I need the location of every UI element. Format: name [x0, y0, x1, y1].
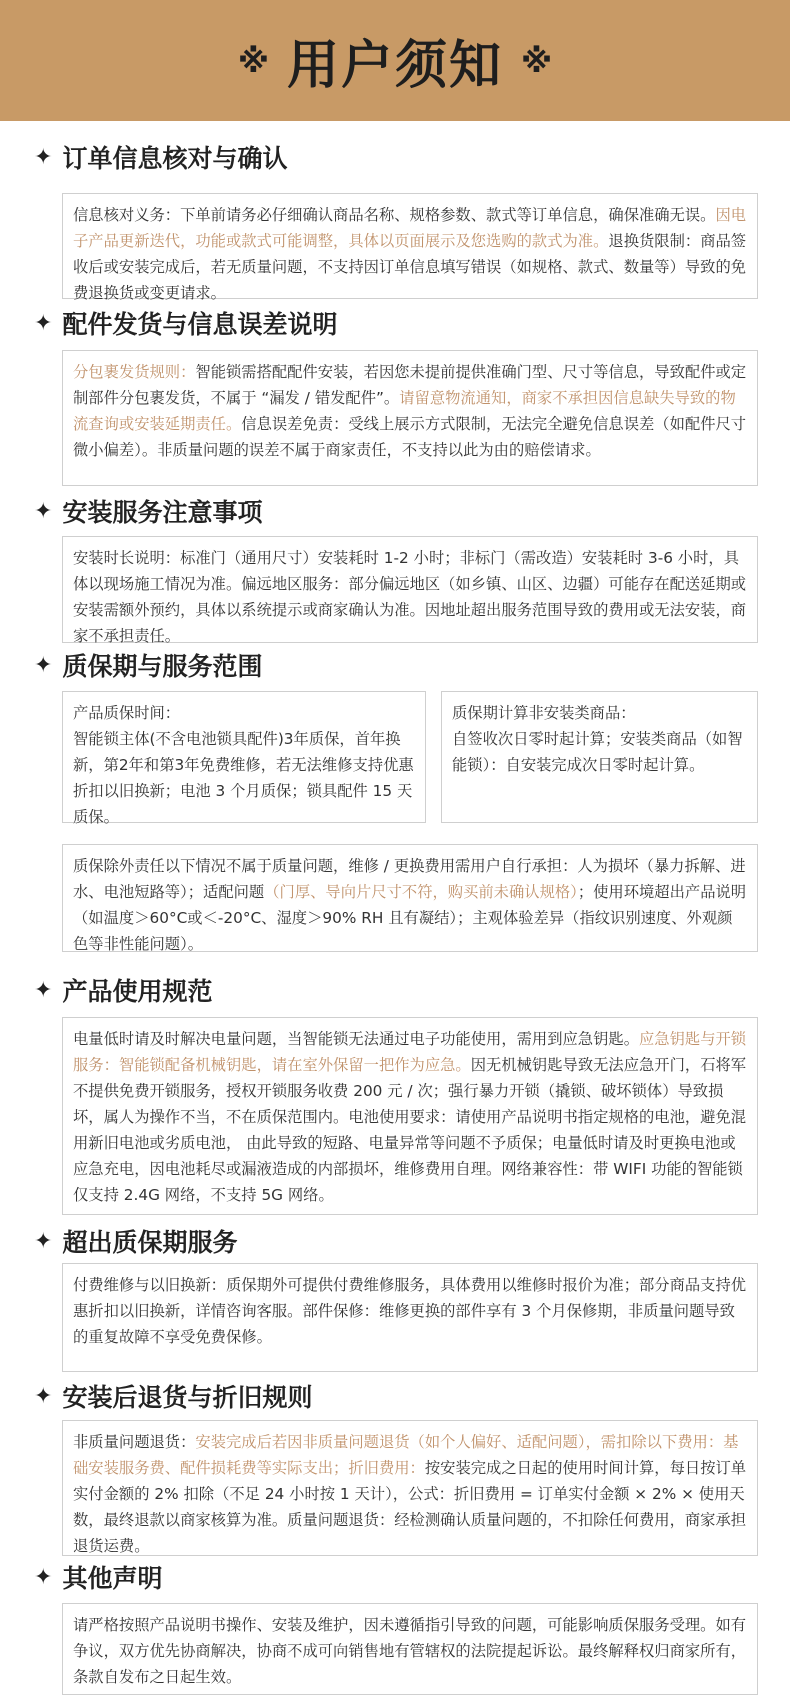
body-text: 产品质保时间： — [73, 704, 181, 722]
body-text: 按安装完成之日起的使用时间计算，每日按订单实付金额的 2% 扣除（不足 24 小时按 1 天计），公式：折旧费用 = 订单实付金额 × 2% × 使用天数，最终退款以商家核算为准。质量问题退货：经检测确认质量问题的，不扣除任何费用，商家承担退货运费。 — [73, 1459, 747, 1555]
highlight-text: 应急钥匙与开锁服务：智能锁配备机械钥匙，请在室外保留一把作为应急。 — [73, 1030, 747, 1074]
star-icon: ✦ — [34, 1228, 53, 1254]
section-body-shipping — [62, 350, 758, 486]
section-heading-shipping — [34, 305, 337, 341]
section-heading-warranty — [34, 647, 262, 683]
page-header — [0, 0, 790, 121]
star-icon: ✦ — [34, 310, 53, 336]
star-icon: ✦ — [34, 1564, 53, 1590]
star-icon: ✦ — [34, 1383, 53, 1409]
section-body-usage — [62, 1017, 758, 1215]
body-text: 智能锁需搭配配件安装，若因您未提前提供准确门型、尺寸等信息，导致配件或定制部件分包裹发货，不属于 “漏发 / 错发配件”。 — [73, 363, 747, 407]
warranty-period-box — [62, 691, 426, 826]
body-text: 质保除外责任以下情况不属于质量问题，维修 / 更换费用需用户自行承担：人为损坏（暴力拆解、进水、电池短路等）；适配问题 — [73, 857, 746, 901]
body-text: 智能锁主体(不含电池锁具配件)3年质保，首年换新，第2年和第3年免费维修，若无法维修支持优惠折扣以旧换新；电池 3 个月质保；锁具配件 15 天质保。 — [73, 730, 414, 826]
section-title: 配件发货与信息误差说明 — [62, 310, 338, 339]
reference-mark-right: ※ — [521, 41, 553, 80]
body-text: 安装时长说明：标准门（通用尺寸）安装耗时 1-2 小时；非标门（需改造）安装耗时 3-6 小时，具体以现场施工情况为准。偏远地区服务：部分偏远地区（如乡镇、山区、边疆）可能存在配送延期或安装需额外预约，具体以系统提示或商家确认为准。因地址超出服务范围导致的费用或无法安装，商家不承担责任。 — [73, 549, 747, 645]
body-text: 电量低时请及时解决电量问题，当智能锁无法通过电子功能使用，需用到应急钥匙。 — [73, 1030, 639, 1048]
body-text: 信息核对义务：下单前请务必仔细确认商品名称、规格参数、款式等订单信息，确保准确无误。 — [73, 206, 716, 224]
section-title: 产品使用规范 — [62, 977, 213, 1006]
section-body-install — [62, 536, 758, 643]
section-heading-post-warranty — [34, 1223, 237, 1259]
section-heading-returns — [34, 1378, 312, 1414]
section-heading-order-confirm — [34, 139, 287, 175]
highlight-text: （门厚、导向片尺寸不符，购买前未确认规格） — [264, 883, 578, 901]
section-body-order-confirm — [62, 193, 758, 302]
section-title: 超出质保期服务 — [62, 1228, 238, 1257]
section-heading-install — [34, 493, 262, 529]
body-text: 自签收次日零时起计算；安装类商品（如智能锁）：自安装完成次日零时起计算。 — [452, 730, 743, 774]
body-text: ；使用环境超出产品说明（如温度＞60°C或＜-20°C、湿度＞90% RH 且有凝结）；主观体验差异（指纹识别速度、外观颜色等非性能问题）。 — [73, 883, 747, 953]
section-title: 安装服务注意事项 — [62, 498, 263, 527]
body-text: 信息误差免责：受线上展示方式限制，无法完全避免信息误差（如配件尺寸微小偏差）。非质量问题的误差不属于商家责任，不支持以此为由的赔偿请求。 — [73, 415, 747, 459]
reference-mark-left: ※ — [237, 41, 269, 80]
highlight-text: 因电子产品更新迭代，功能或款式可能调整，具体以页面展示及您选购的款式为准。 — [73, 206, 747, 250]
body-text: 因无机械钥匙导致无法应急开门，石将军不提供免费开锁服务，授权开锁服务收费 200 元 / 次；强行暴力开锁（撬锁、破坏锁体）导致损坏，属人为操作不当，不在质保范围内。电池使用要求：请使用产品说明书指定规格的电池，避免混用新旧电池或劣质电池， 由此导致的短路、电量异常等问题不予质保；电量低时请及时更换电池或应急充电，因电池耗尽或漏液造成的内部损坏，维修费用自理。网络兼容性：带 WIFI 功能的智能锁仅支持 2.4G 网络，不支持 5G 网络。 — [73, 1056, 747, 1204]
warranty-calc-box — [441, 691, 758, 823]
star-icon: ✦ — [34, 652, 53, 678]
star-icon: ✦ — [34, 498, 53, 524]
section-title: 安装后退货与折旧规则 — [62, 1383, 313, 1412]
warranty-exclusions-box — [62, 844, 758, 952]
star-icon: ✦ — [34, 144, 53, 170]
highlight-text: 分包裹发货规则： — [73, 363, 196, 381]
highlight-text: 请留意物流通知，商家不承担因信息缺失导致的物流查询或安装延期责任。 — [73, 389, 736, 433]
section-body-other — [62, 1603, 758, 1695]
body-text: 非质量问题退货： — [73, 1433, 196, 1451]
body-text: 请严格按照产品说明书操作、安装及维护，因未遵循指引导致的问题，可能影响质保服务受理。如有争议，双方优先协商解决，协商不成可向销售地有管辖权的法院提起诉讼。最终解释权归商家所有，条款自发布之日起生效。 — [73, 1616, 747, 1686]
body-text: 付费维修与以旧换新：质保期外可提供付费维修服务，具体费用以维修时报价为准；部分商品支持优惠折扣以旧换新，详情咨询客服。部件保修：维修更换的部件享有 3 个月保修期，非质量问题导致的重复故障不享受免费保修。 — [73, 1276, 747, 1346]
body-text: 质保期计算非安装类商品： — [452, 704, 636, 722]
body-text: 退换货限制：商品签收后或安装完成后，若无质量问题，不支持因订单信息填写错误（如规格、款式、数量等）导致的免费退换货或变更请求。 — [73, 232, 747, 302]
section-heading-usage — [34, 972, 212, 1008]
section-heading-other — [34, 1559, 162, 1595]
highlight-text: 安装完成后若因非质量问题退货（如个人偏好、适配问题），需扣除以下费用：基础安装服务费、配件损耗费等实际支出；折旧费用： — [73, 1433, 739, 1477]
section-title: 质保期与服务范围 — [62, 652, 263, 681]
star-icon: ✦ — [34, 977, 53, 1003]
section-body-returns — [62, 1420, 758, 1556]
section-title: 订单信息核对与确认 — [62, 144, 288, 173]
page-title: 用户须知 — [286, 36, 503, 96]
section-title: 其他声明 — [62, 1564, 163, 1593]
section-body-post-warranty — [62, 1263, 758, 1372]
